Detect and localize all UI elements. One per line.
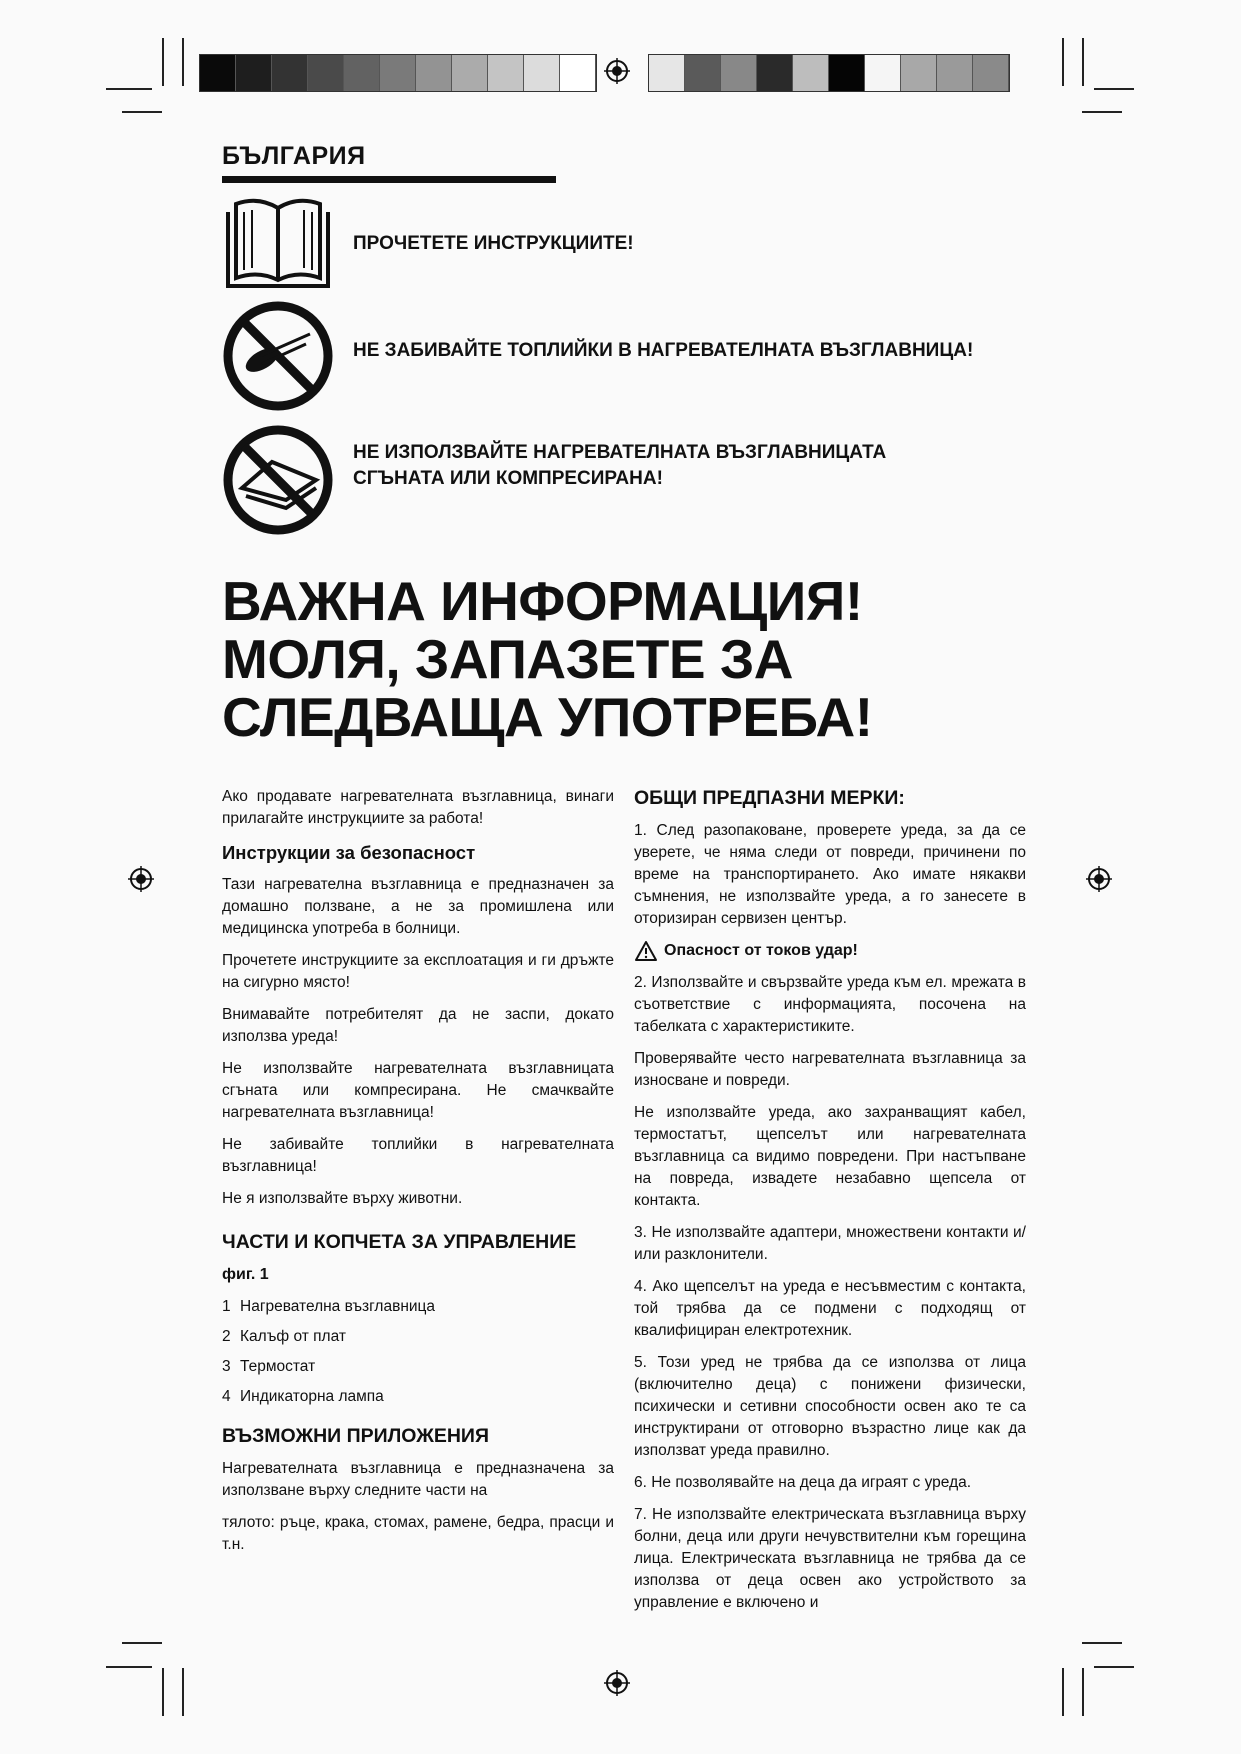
general-precautions-heading: ОБЩИ ПРЕДПАЗНИ МЕРКИ:	[634, 787, 905, 809]
calibration-swatch	[937, 55, 973, 91]
precaution-paragraph: Не използвайте уреда, ако захранващият кабел, термостатът, щепселът или нагревателната възглавница са видимо повредени. При настъпване на повреда, извадете незабавно щепсела от контакта.	[634, 1104, 1026, 1209]
title-line-2: МОЛЯ, ЗАПАЗЕТЕ ЗА	[222, 628, 793, 690]
crop-mark	[182, 1668, 184, 1716]
calibration-swatch	[757, 55, 793, 91]
crop-mark	[1062, 38, 1064, 86]
calibration-bar-right	[648, 54, 1010, 92]
crop-mark	[1062, 1668, 1064, 1716]
registration-mark-icon	[604, 1670, 630, 1696]
no-fold-icon	[222, 424, 334, 536]
calibration-swatch	[344, 55, 380, 91]
read-instructions-label: ПРОЧЕТЕТЕ ИНСТРУКЦИИТЕ!	[353, 233, 634, 254]
registration-mark-icon	[604, 58, 630, 84]
safety-paragraph: Не използвайте нагревателната възглавницата сгъната или компресирана. Не смачквайте нагревателната възглавница!	[222, 1060, 614, 1121]
crop-mark	[106, 88, 152, 90]
uses-heading: ВЪЗМОЖНИ ПРИЛОЖЕНИЯ	[222, 1425, 489, 1447]
precaution-paragraph: Проверявайте често нагревателната възглавница за износване и повреди.	[634, 1050, 1026, 1089]
important-info-title	[222, 572, 1122, 746]
crop-mark	[122, 1642, 162, 1644]
calibration-swatch	[272, 55, 308, 91]
safety-paragraph: Тази нагревателна възглавница е предназначен за домашно ползване, а не за промишлена или медицинска употреба в болници.	[222, 876, 614, 937]
calibration-swatch	[416, 55, 452, 91]
parts-list	[222, 1296, 614, 1408]
calibration-swatch	[829, 55, 865, 91]
precaution-paragraph: 6. Не позволявайте на деца да играят с уреда.	[634, 1474, 972, 1491]
calibration-swatch	[200, 55, 236, 91]
calibration-swatch	[973, 55, 1009, 91]
parts-heading: ЧАСТИ И КОПЧЕТА ЗА УПРАВЛЕНИЕ	[222, 1231, 577, 1253]
heading-underline	[222, 176, 556, 183]
calibration-swatch	[865, 55, 901, 91]
title-line-3: СЛЕДВАЩА УПОТРЕБА!	[222, 686, 873, 748]
precaution-paragraph: 4. Ако щепселът на уреда е несъвместим с контакта, той трябва да се подмени с подходящ от квалифициран електротехник.	[634, 1278, 1026, 1339]
list-item: 2 Калъф от плат	[222, 1328, 346, 1345]
precaution-paragraph: 5. Този уред не трябва да се използва от лица (включително деца) с понижени физически, психически и сетивни способности освен ако те са инструктирани от отговорно възрастно лице как да използват уреда правилно.	[634, 1354, 1026, 1459]
crop-mark	[1082, 1668, 1084, 1716]
calibration-swatch	[308, 55, 344, 91]
shock-warning	[634, 940, 1026, 962]
uses-paragraph: тялото: ръце, крака, стомах, рамене, бедра, прасци и т.н.	[222, 1514, 614, 1553]
crop-mark	[1082, 1642, 1122, 1644]
no-fold-label	[353, 440, 886, 492]
safety-paragraph: Не забивайте топлийки в нагревателната възглавница!	[222, 1136, 614, 1175]
book-icon	[222, 194, 334, 290]
intro-paragraph: Ако продавате нагревателната възглавница, винаги прилагайте инструкциите за работа!	[222, 788, 614, 827]
right-column	[634, 786, 1026, 1624]
figure-label: фиг. 1	[222, 1266, 269, 1283]
registration-mark-icon	[1086, 866, 1112, 892]
calibration-swatch	[685, 55, 721, 91]
list-item: 4 Индикаторна лампа	[222, 1388, 384, 1405]
safety-paragraph: Не я използвайте върху животни.	[222, 1190, 463, 1207]
no-pins-icon	[222, 300, 334, 412]
crop-mark	[182, 38, 184, 86]
crop-mark	[162, 1668, 164, 1716]
calibration-swatch	[488, 55, 524, 91]
crop-mark	[106, 1666, 152, 1668]
crop-mark	[122, 111, 162, 113]
left-column	[222, 786, 614, 1566]
precaution-paragraph: 7. Не използвайте електрическата възглавница върху болни, деца или други нечувствителни към горещина лица. Електрическата възглавница не трябва да се използва от деца освен ако устройството за управление е включено и	[634, 1506, 1026, 1611]
no-pins-label: НЕ ЗАБИВАЙТЕ ТОПЛИЙКИ В НАГРЕВАТЕЛНАТА ВЪЗГЛАВНИЦА!	[353, 340, 974, 361]
title-line-1: ВАЖНА ИНФОРМАЦИЯ!	[222, 570, 863, 632]
safety-heading: Инструкции за безопасност	[222, 842, 476, 863]
safety-paragraph: Прочетете инструкциите за експлоатация и ги дръжте на сигурно място!	[222, 952, 614, 991]
precaution-paragraph: 3. Не използвайте адаптери, множествени контакти и/или разклонители.	[634, 1224, 1026, 1263]
list-item: 1 Нагревателна възглавница	[222, 1298, 436, 1315]
precaution-paragraph: 1. След разопаковане, проверете уреда, за да се уверете, че няма следи от повреди, причинени по време на транспортирането. Ако имате някакви съмнения, не използвайте уреда, а го занесете в оторизиран сервизен център.	[634, 822, 1026, 927]
calibration-swatch	[793, 55, 829, 91]
no-fold-label-line2: СГЪНАТА ИЛИ КОМПРЕСИРАНА!	[353, 468, 663, 489]
crop-mark	[162, 38, 164, 86]
safety-paragraph: Внимавайте потребителят да не заспи, докато използва уреда!	[222, 1006, 614, 1045]
registration-mark-icon	[128, 866, 154, 892]
calibration-swatch	[901, 55, 937, 91]
uses-paragraph: Нагревателната възглавница е предназначена за използване върху следните части на	[222, 1460, 614, 1499]
calibration-swatch	[452, 55, 488, 91]
calibration-swatch	[649, 55, 685, 91]
warning-triangle-icon	[634, 940, 658, 962]
precaution-paragraph: 2. Използвайте и свързвайте уреда към ел. мрежата в съответствие с информацията, посочена на табелката с характеристиките.	[634, 974, 1026, 1035]
crop-mark	[1094, 88, 1134, 90]
crop-mark	[1082, 38, 1084, 86]
calibration-swatch	[380, 55, 416, 91]
calibration-swatch	[560, 55, 596, 91]
shock-warning-text: Опасност от токов удар!	[664, 942, 858, 959]
country-heading: БЪЛГАРИЯ	[222, 142, 366, 170]
calibration-swatch	[721, 55, 757, 91]
calibration-bar-left	[199, 54, 597, 92]
crop-mark	[1094, 1666, 1134, 1668]
calibration-swatch	[524, 55, 560, 91]
crop-mark	[1082, 111, 1122, 113]
calibration-swatch	[236, 55, 272, 91]
no-fold-label-line1: НЕ ИЗПОЛЗВАЙТЕ НАГРЕВАТЕЛНАТА ВЪЗГЛАВНИЦАТА	[353, 442, 887, 463]
list-item: 3 Термостат	[222, 1358, 316, 1375]
